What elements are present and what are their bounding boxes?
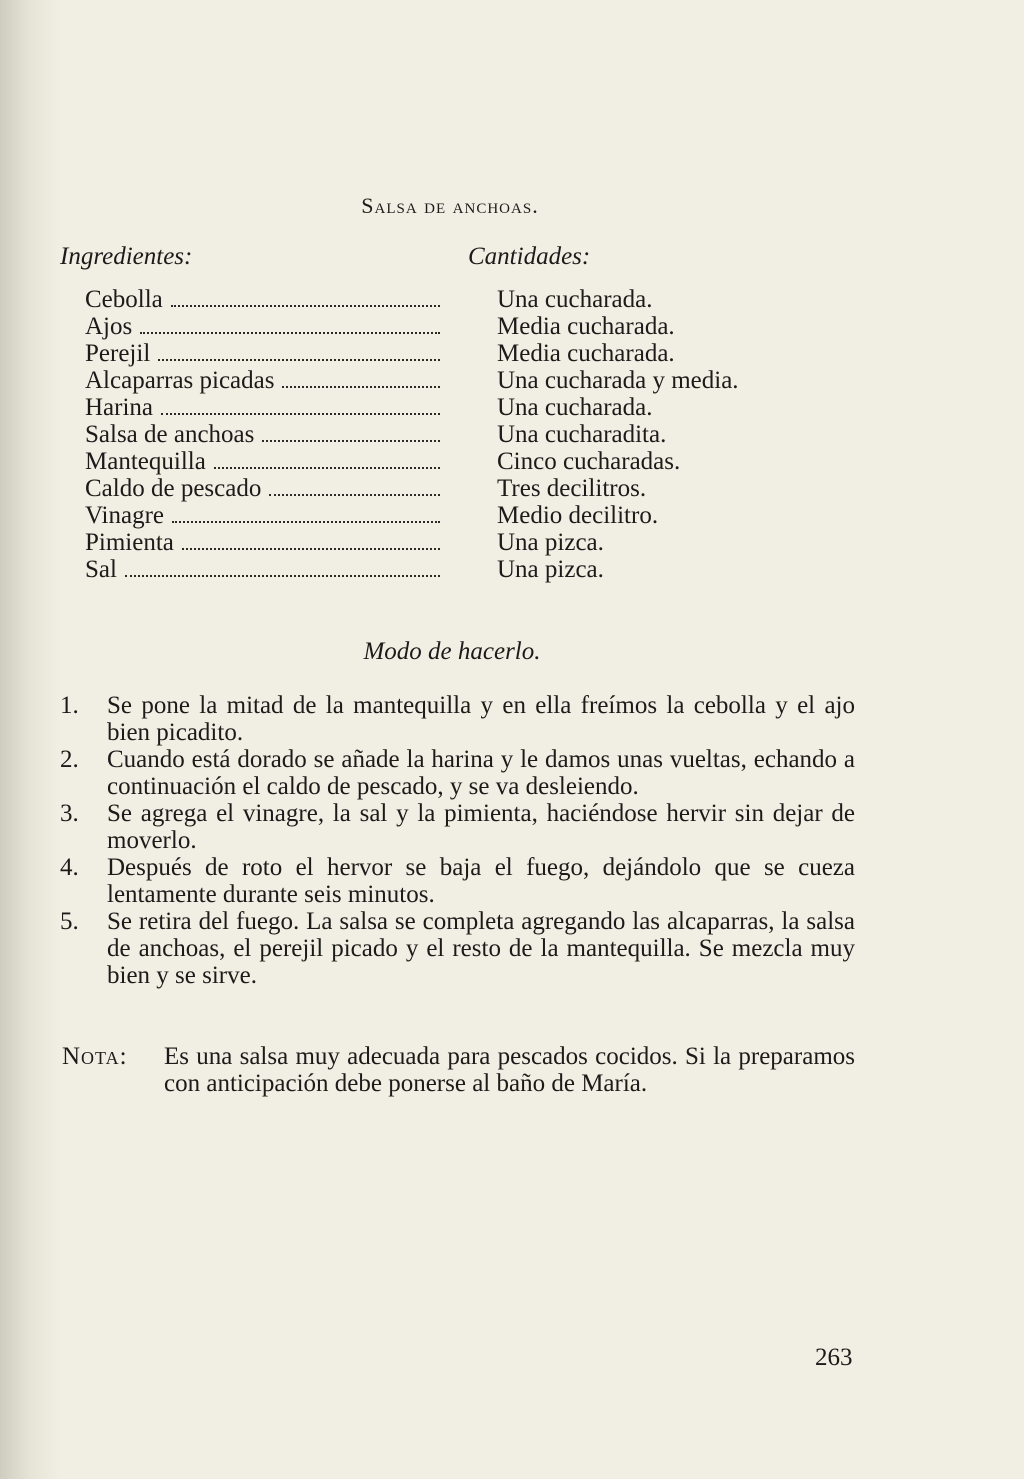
ingredient-quantity: Media cucharada.	[497, 313, 675, 340]
ingredient-quantity: Una pizca.	[497, 556, 604, 583]
ingredient-quantity: Una cucharada.	[497, 286, 653, 313]
dot-leader	[140, 313, 440, 334]
ingredient-name: Caldo de pescado	[85, 475, 262, 502]
note-block	[62, 1043, 855, 1097]
step-number: 5.	[60, 908, 79, 935]
ingredient-quantity: Medio decilitro.	[497, 502, 659, 529]
note-label: Nota:	[62, 1043, 128, 1070]
method-steps	[60, 692, 855, 989]
ingredient-name: Sal	[85, 556, 117, 583]
dot-leader	[171, 286, 440, 307]
step-text: Se agrega el vinagre, la sal y la pimienta, haciéndose hervir sin dejar de moverlo.	[107, 800, 855, 854]
step-text: Se retira del fuego. La salsa se completa agregando las alcaparras, la salsa de anchoas, el perejil picado y el resto de la mantequilla. Se mezcla muy bien y se sirve.	[107, 908, 855, 989]
ingredient-row	[85, 529, 440, 556]
ingredients-list	[85, 286, 440, 583]
dot-leader	[182, 529, 440, 550]
method-step	[60, 692, 855, 746]
step-number: 1.	[60, 692, 79, 719]
dot-leader	[158, 340, 440, 361]
ingredient-row	[85, 286, 440, 313]
method-step	[60, 746, 855, 800]
ingredient-row	[85, 448, 440, 475]
page-number: 263	[815, 1344, 853, 1371]
ingredient-name: Ajos	[85, 313, 133, 340]
ingredient-quantity: Media cucharada.	[497, 340, 675, 367]
note-text: Es una salsa muy adecuada para pescados cocidos. Si la preparamos con anticipación debe ponerse al baño de María.	[164, 1043, 855, 1097]
page-gutter-shadow	[0, 0, 60, 1479]
quantities-heading: Cantidades:	[468, 243, 591, 270]
dot-leader	[214, 448, 440, 469]
ingredient-row	[85, 475, 440, 502]
ingredient-name: Mantequilla	[85, 448, 206, 475]
step-number: 4.	[60, 854, 79, 881]
ingredient-quantity: Una cucharada y media.	[497, 367, 739, 394]
quantities-list	[497, 286, 739, 583]
ingredients-heading: Ingredientes:	[60, 243, 193, 270]
ingredient-row	[85, 502, 440, 529]
ingredient-quantity: Cinco cucharadas.	[497, 448, 681, 475]
ingredient-quantity: Una pizca.	[497, 529, 604, 556]
step-text: Cuando está dorado se añade la harina y le damos unas vueltas, echando a continuación el caldo de pescado, y se va desleiendo.	[107, 746, 855, 800]
ingredient-row	[85, 421, 440, 448]
ingredient-row	[85, 556, 440, 583]
ingredient-row	[85, 340, 440, 367]
ingredient-name: Vinagre	[85, 502, 165, 529]
method-heading: Modo de hacerlo.	[363, 638, 541, 665]
ingredient-name: Pimienta	[85, 529, 174, 556]
recipe-title: Salsa de anchoas.	[361, 193, 539, 218]
step-number: 2.	[60, 746, 79, 773]
step-text: Se pone la mitad de la mantequilla y en ella freímos la cebolla y el ajo bien picadito.	[107, 692, 855, 746]
dot-leader	[125, 556, 440, 577]
ingredient-name: Alcaparras picadas	[85, 367, 275, 394]
dot-leader	[262, 421, 440, 442]
method-step	[60, 854, 855, 908]
dot-leader	[161, 394, 440, 415]
ingredient-row	[85, 394, 440, 421]
ingredient-name: Salsa de anchoas	[85, 421, 255, 448]
ingredient-quantity: Una cucharadita.	[497, 421, 667, 448]
ingredient-row	[85, 313, 440, 340]
dot-leader	[269, 475, 440, 496]
ingredient-row	[85, 367, 440, 394]
dot-leader	[172, 502, 440, 523]
ingredient-quantity: Una cucharada.	[497, 394, 653, 421]
ingredient-name: Perejil	[85, 340, 151, 367]
ingredient-name: Cebolla	[85, 286, 163, 313]
method-step	[60, 908, 855, 989]
step-text: Después de roto el hervor se baja el fuego, dejándolo que se cueza lentamente durante seis minutos.	[107, 854, 855, 908]
ingredient-name: Harina	[85, 394, 154, 421]
step-number: 3.	[60, 800, 79, 827]
ingredient-quantity: Tres decilitros.	[497, 475, 647, 502]
dot-leader	[282, 367, 440, 388]
method-step	[60, 800, 855, 854]
